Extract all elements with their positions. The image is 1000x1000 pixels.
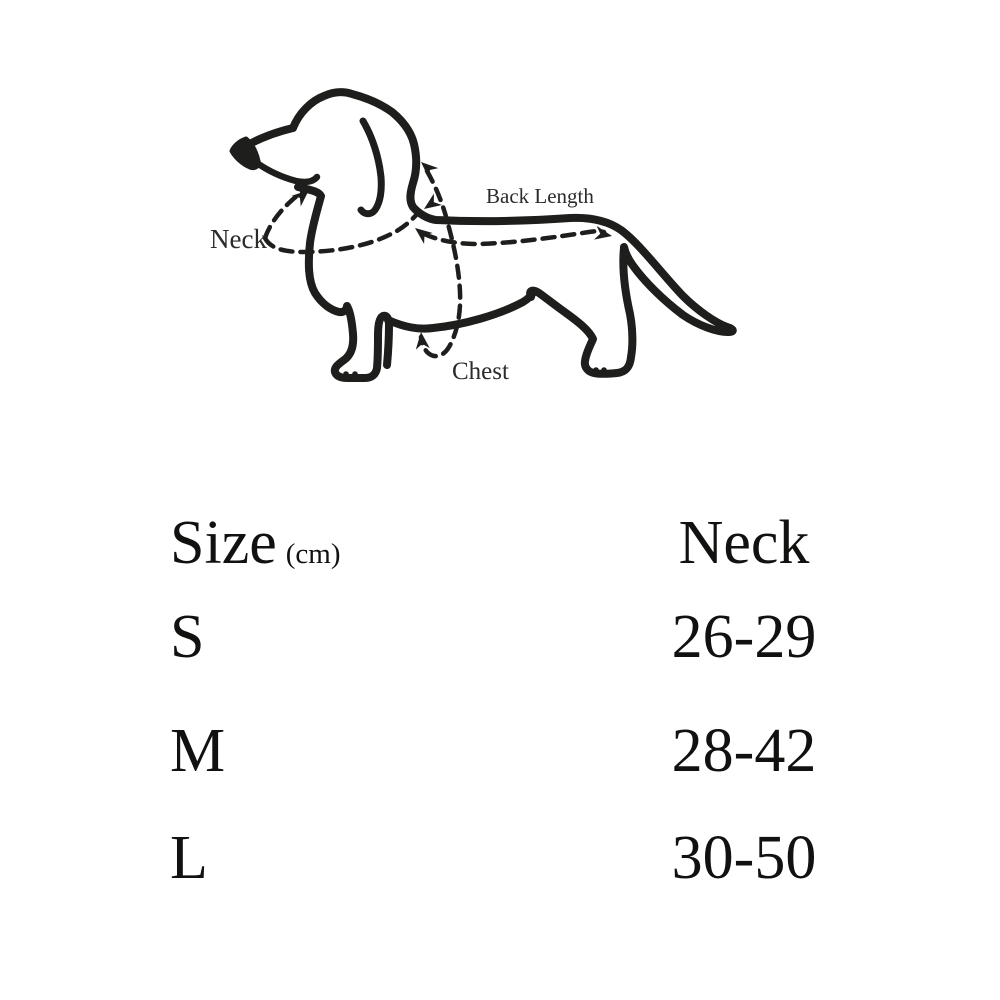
dog-ear [361, 121, 381, 214]
size-header-label: Size [170, 509, 277, 577]
neck-measure-label: Neck [210, 224, 267, 254]
dog-front-legs [298, 187, 389, 378]
dog-diagram-svg [0, 0, 1000, 480]
table-header-row [170, 509, 910, 585]
size-column-header [170, 509, 578, 585]
neck-measure-front-arc [265, 191, 304, 238]
back-length-measure-label: Back Length [486, 184, 594, 208]
size-value: S [170, 603, 205, 671]
dog-mouth-line [257, 163, 317, 182]
unit-label: (cm) [285, 538, 341, 570]
dog-measurement-diagram [0, 0, 1000, 480]
size-value: L [170, 824, 208, 892]
table-row [170, 603, 910, 671]
size-value: M [170, 717, 226, 785]
neck-column-header: Neck [678, 509, 810, 577]
front-toe-dot [352, 371, 358, 377]
table-row [170, 717, 910, 785]
neck-value: 26-29 [671, 603, 817, 671]
chest-measure-label: Chest [452, 358, 509, 385]
back-length-start-arrowhead [411, 222, 433, 243]
rear-toe-dot [593, 367, 599, 373]
neck-value: 28-42 [671, 717, 817, 785]
front-toe-dot [343, 371, 349, 377]
table-row [170, 824, 910, 892]
dog-rear-leg [530, 248, 632, 374]
chest-bottom-arrowhead [414, 331, 430, 349]
neck-value: 30-50 [671, 824, 817, 892]
neck-measure-under-arc [265, 213, 418, 252]
rear-toe-dot [601, 367, 607, 373]
